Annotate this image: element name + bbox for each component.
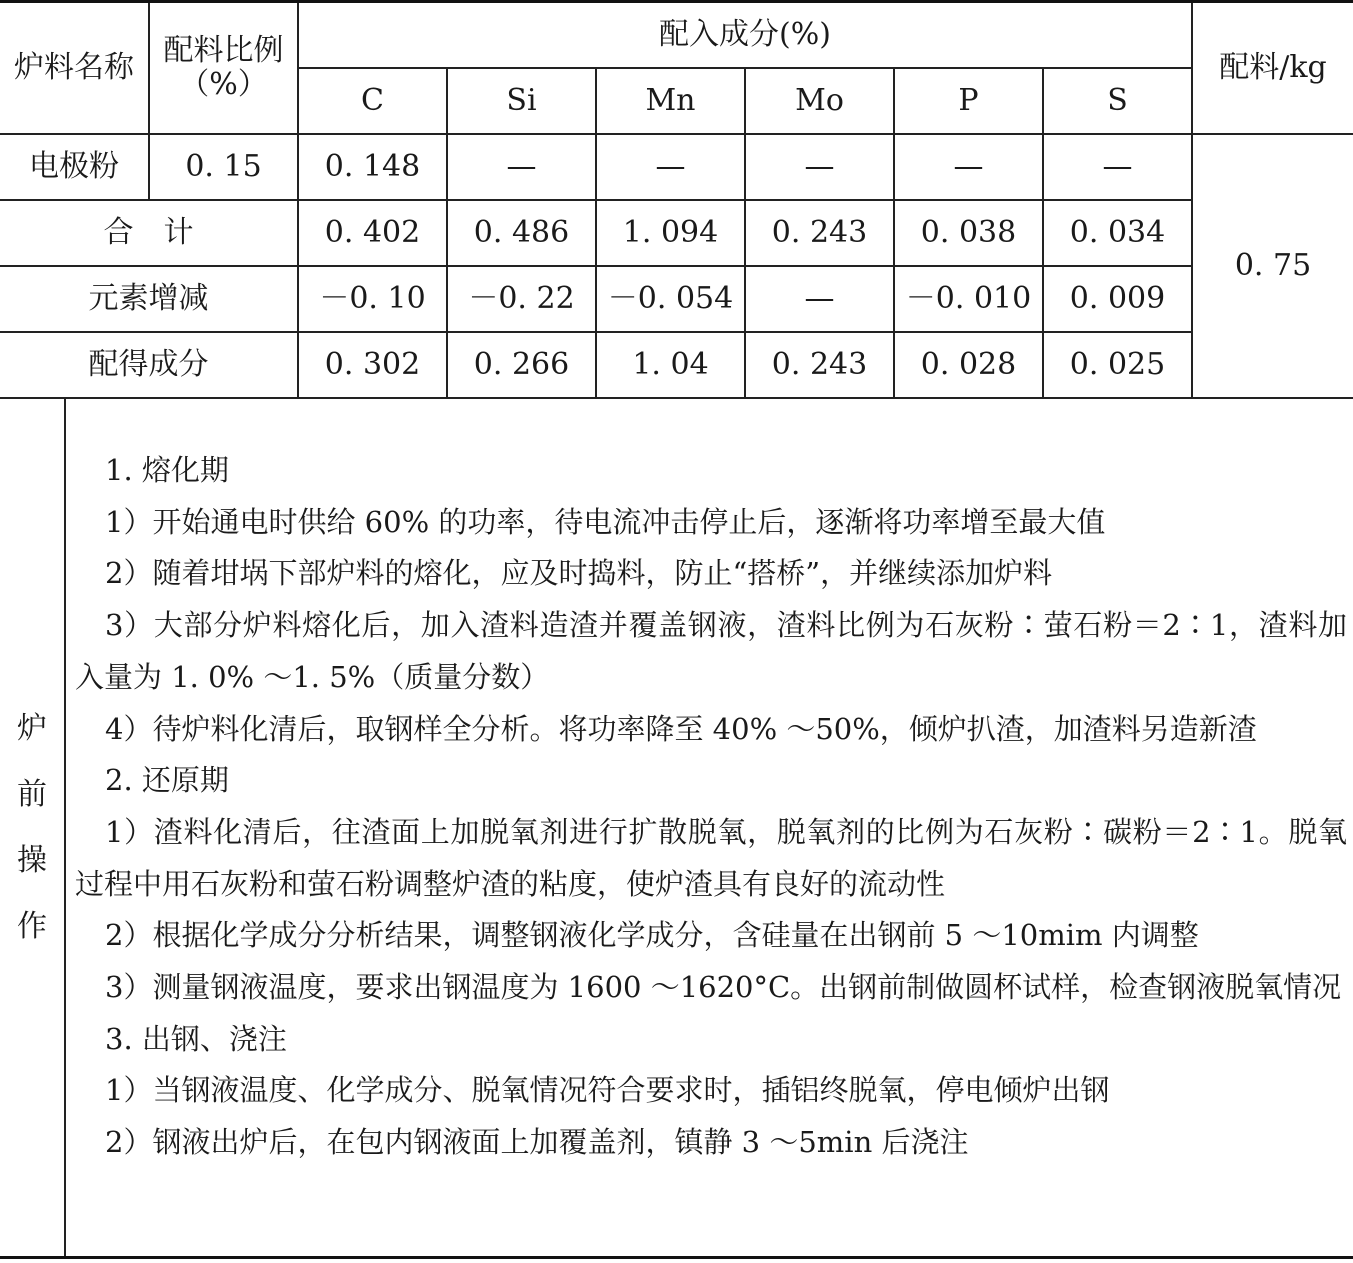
table-cell: 0. 486 (447, 200, 596, 266)
table-cell: －0. 10 (298, 266, 447, 332)
step-paragraph: 1）开始通电时供给 60% 的功率，待电流冲击停止后，逐渐将功率增至最大值 (105, 504, 1106, 539)
table-cell: 0. 025 (1043, 332, 1192, 398)
furnace-operations-label (0, 399, 66, 1256)
table-row (0, 134, 1353, 200)
table-cell: 0. 038 (894, 200, 1043, 266)
step-paragraph: 2）钢液出炉后，在包内钢液面上加覆盖剂，镇静 3 ～5min 后浇注 (105, 1125, 969, 1160)
step-paragraph: 1）渣料化清后，往渣面上加脱氧剂进行扩散脱氧，脱氧剂的比例为石灰粉∶碳粉＝2∶1。脱氧过程中用石灰粉和萤石粉调整炉渣的粘度，使炉渣具有良好的流动性 (75, 814, 1347, 901)
table-row (0, 200, 1353, 266)
header-element-mo: Mo (745, 68, 894, 134)
header-charge-kg: 配料/kg (1192, 2, 1353, 135)
label-char: 炉 (17, 710, 47, 746)
section-heading-tapping: 3. 出钢、浇注 (105, 1021, 287, 1056)
header-element-c: C (298, 68, 447, 134)
row-name-element-change: 元素增减 (0, 266, 298, 332)
label-char: 作 (17, 908, 47, 944)
table-cell: 0. 266 (447, 332, 596, 398)
table-cell: －0. 054 (596, 266, 745, 332)
furnace-operations-text (75, 445, 1347, 1169)
section-heading-melting: 1. 熔化期 (105, 453, 229, 487)
table-cell: 1. 04 (596, 332, 745, 398)
header-element-si: Si (447, 68, 596, 134)
row-name-total: 合 计 (0, 200, 298, 266)
label-char: 操 (17, 842, 47, 878)
table-cell: — (745, 266, 894, 332)
table-cell: －0. 22 (447, 266, 596, 332)
furnace-operations-section (0, 399, 1353, 1259)
step-paragraph: 4）待炉料化清后，取钢样全分析。将功率降至 40% ～50%，倾炉扒渣，加渣料另造新渣 (105, 711, 1257, 746)
section-heading-reduction: 2. 还原期 (105, 763, 229, 798)
header-ratio-unit: （%） (179, 67, 268, 102)
header-element-s: S (1043, 68, 1192, 134)
header-row-1 (0, 2, 1353, 69)
header-composition-group: 配入成分(%) (298, 2, 1192, 69)
step-paragraph: 3）测量钢液温度，要求出钢温度为 1600 ～1620°C。出钢前制做圆杯试样，检查钢液脱氧情况 (105, 970, 1342, 1005)
table-cell: 0. 243 (745, 332, 894, 398)
table-cell: — (596, 134, 745, 200)
table-cell: 0. 243 (745, 200, 894, 266)
table-cell: — (1043, 134, 1192, 200)
header-ratio (149, 2, 298, 135)
table-cell: 0. 028 (894, 332, 1043, 398)
table-cell: — (447, 134, 596, 200)
step-paragraph: 2）随着坩埚下部炉料的熔化，应及时捣料，防止“搭桥”，并继续添加炉料 (105, 556, 1053, 591)
table-cell: 0. 302 (298, 332, 447, 398)
header-material-name: 炉料名称 (0, 2, 149, 135)
table-cell: — (745, 134, 894, 200)
charge-composition-table (0, 0, 1353, 399)
row-ratio: 0. 15 (149, 134, 298, 200)
header-ratio-label: 配料比例 (163, 32, 284, 68)
table-cell: －0. 010 (894, 266, 1043, 332)
charge-kg-value: 0. 75 (1192, 134, 1353, 398)
header-element-mn: Mn (596, 68, 745, 134)
step-paragraph: 3）大部分炉料熔化后，加入渣料造渣并覆盖钢液，渣料比例为石灰粉∶萤石粉＝2∶1，渣料加入量为 1. 0% ～1. 5%（质量分数） (75, 608, 1347, 694)
table-row (0, 332, 1353, 398)
step-paragraph: 1）当钢液温度、化学成分、脱氧情况符合要求时，插铝终脱氧，停电倾炉出钢 (105, 1073, 1110, 1108)
table-cell: 0. 148 (298, 134, 447, 200)
step-paragraph: 2）根据化学成分分析结果，调整钢液化学成分，含硅量在出钢前 5 ～10mim 内调整 (105, 918, 1199, 953)
table-cell: 0. 402 (298, 200, 447, 266)
row-name-final-composition: 配得成分 (0, 332, 298, 398)
table-cell: 0. 009 (1043, 266, 1192, 332)
row-name-electrode-powder: 电极粉 (0, 134, 149, 200)
table-cell: — (894, 134, 1043, 200)
table-cell: 0. 034 (1043, 200, 1192, 266)
table-row (0, 266, 1353, 332)
header-element-p: P (894, 68, 1043, 134)
label-char: 前 (17, 776, 47, 812)
table-cell: 1. 094 (596, 200, 745, 266)
